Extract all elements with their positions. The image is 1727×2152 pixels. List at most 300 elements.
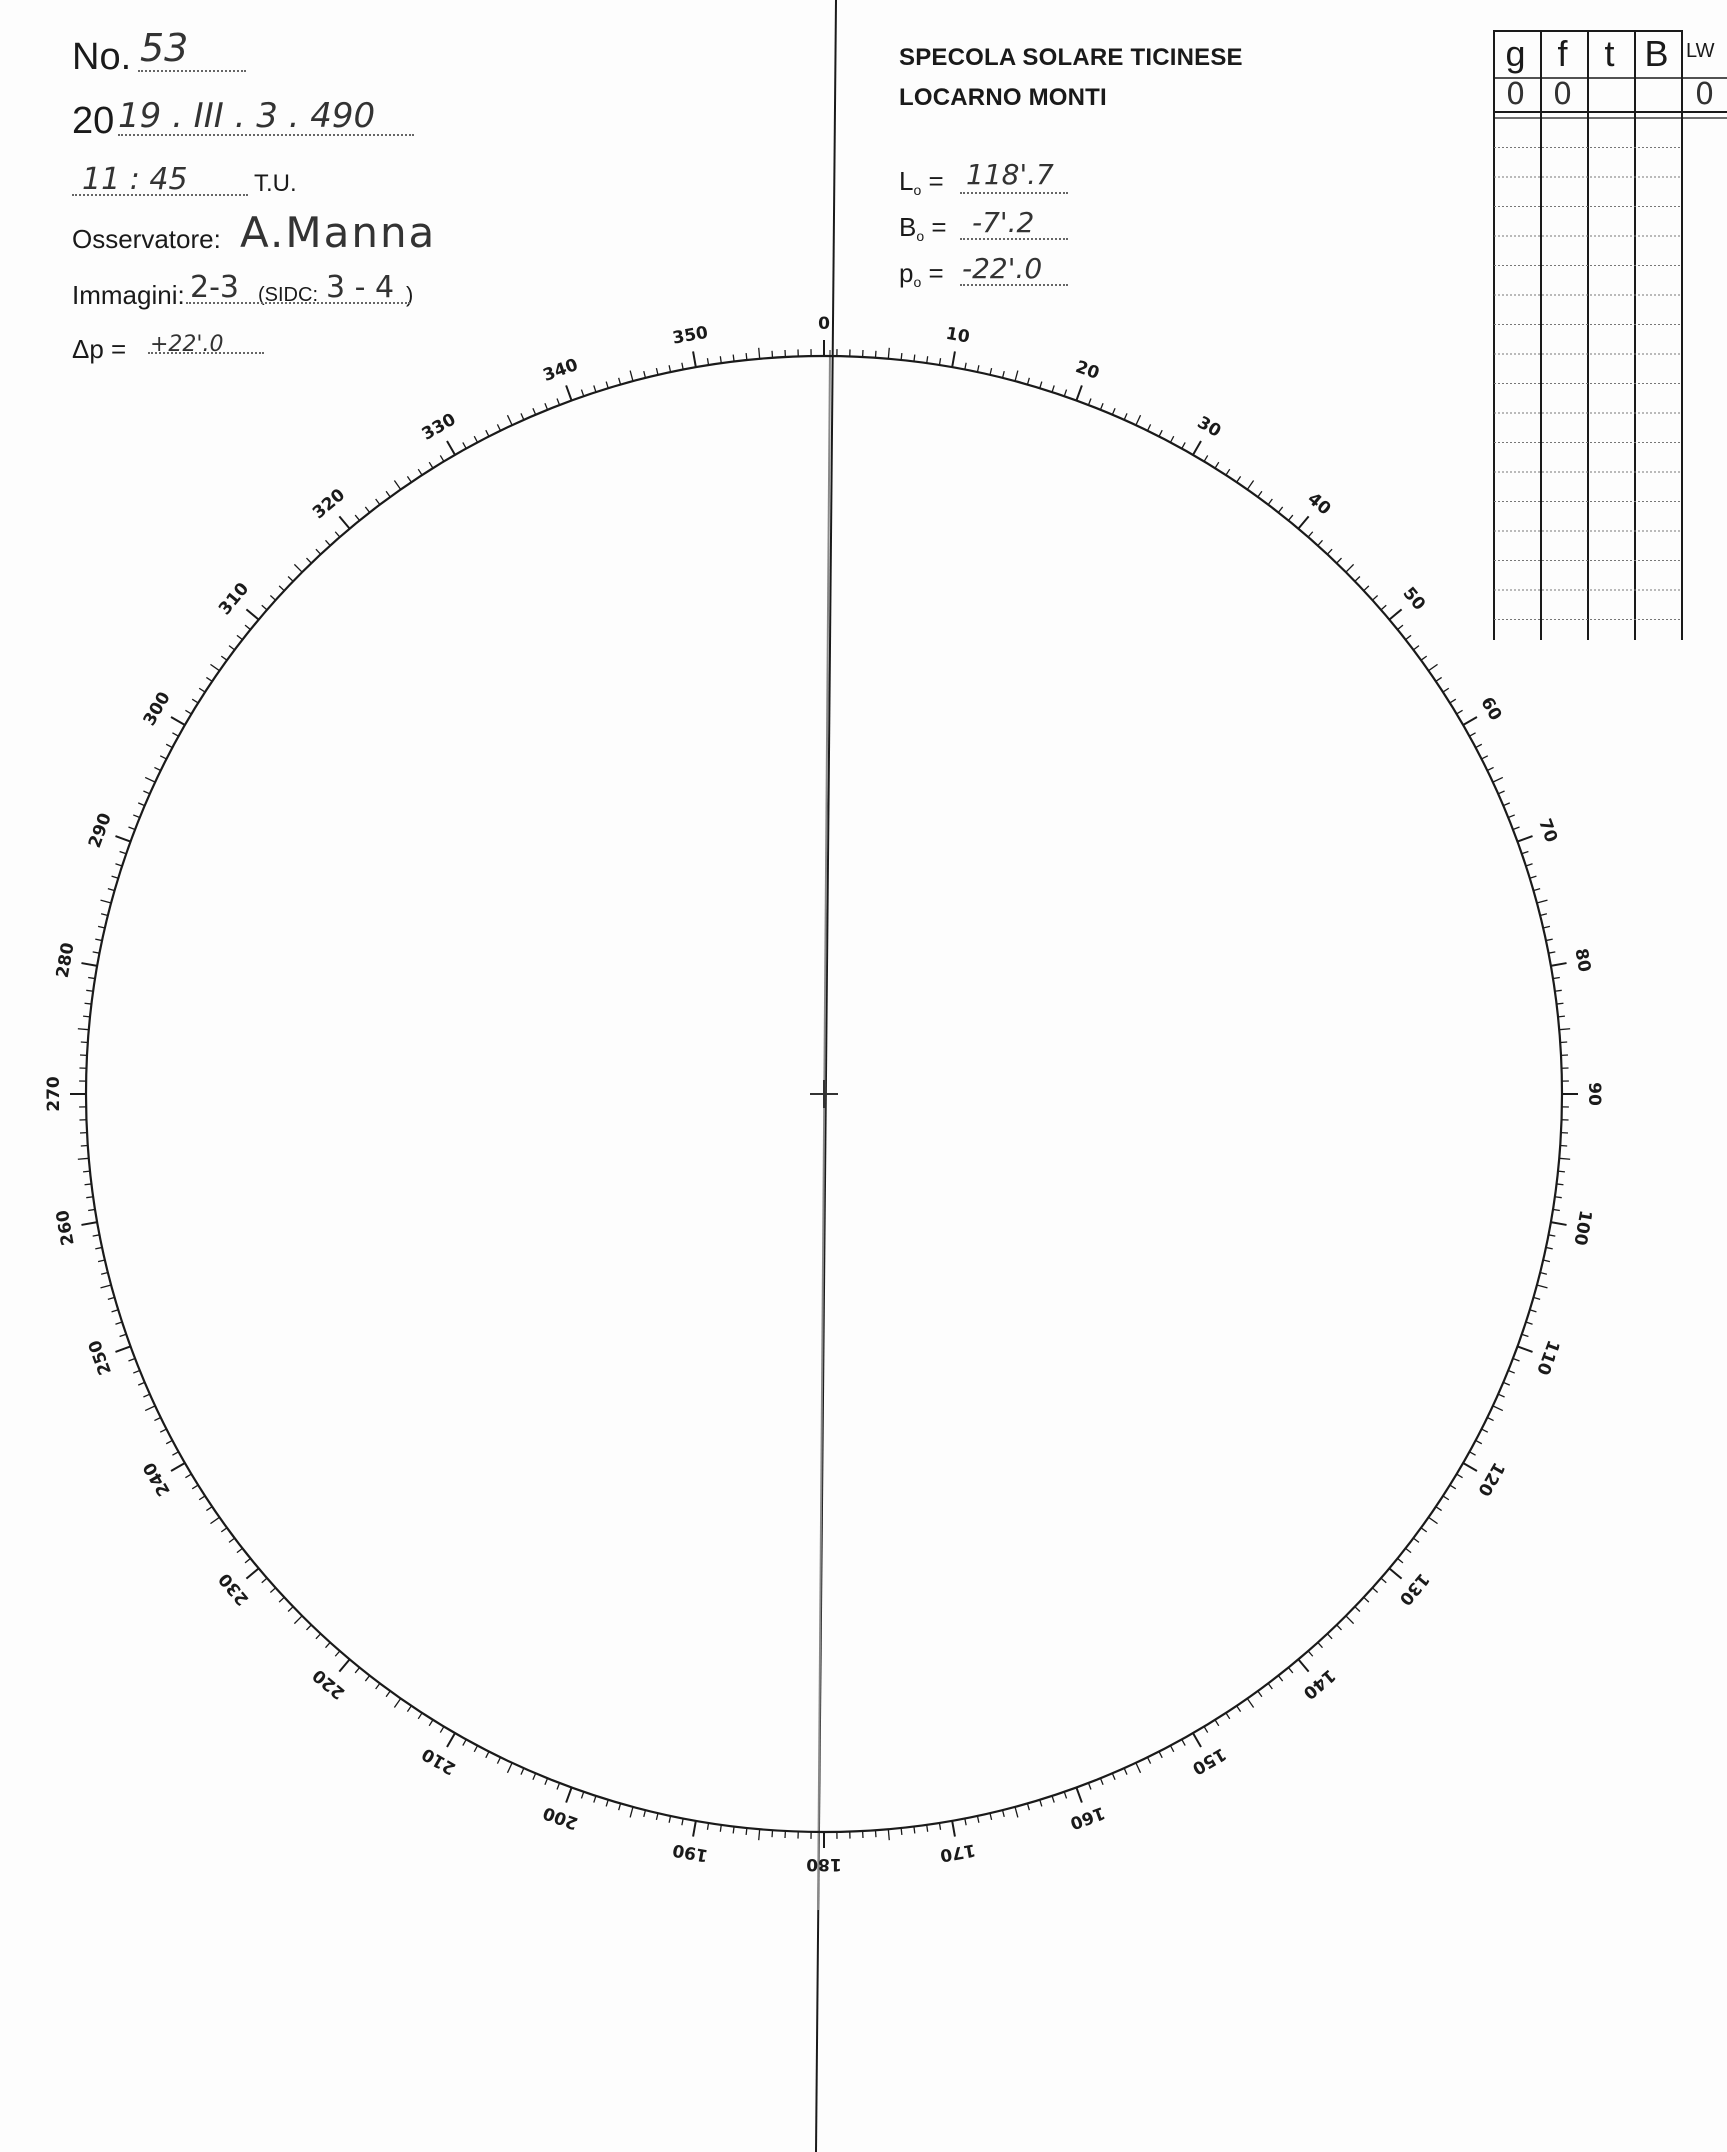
sidc-label: (SIDC: bbox=[258, 284, 318, 306]
degree-tick bbox=[115, 1322, 122, 1324]
degree-tick bbox=[1247, 480, 1253, 489]
degree-tick bbox=[108, 1297, 115, 1299]
degree-label: 200 bbox=[540, 1802, 581, 1834]
degree-tick bbox=[619, 1803, 621, 1810]
degree-tick bbox=[407, 476, 411, 482]
degree-tick bbox=[1482, 1429, 1488, 1432]
degree-tick bbox=[901, 1828, 902, 1835]
degree-tick bbox=[594, 1796, 596, 1803]
degree-tick bbox=[1237, 1706, 1241, 1712]
degree-tick bbox=[326, 540, 331, 545]
degree-tick bbox=[566, 385, 571, 400]
degree-tick bbox=[1508, 815, 1514, 818]
degree-tick bbox=[279, 1597, 284, 1602]
degree-tick bbox=[172, 733, 178, 736]
degree-tick bbox=[120, 1334, 127, 1336]
degree-label: 290 bbox=[84, 810, 116, 851]
sidc-close: ) bbox=[406, 282, 414, 307]
degree-tick bbox=[746, 1828, 747, 1835]
degree-tick bbox=[1088, 398, 1091, 405]
degree-tick bbox=[1298, 516, 1308, 528]
degree-tick bbox=[977, 365, 978, 372]
time-dotted-line bbox=[72, 194, 248, 196]
degree-tick bbox=[557, 1783, 560, 1790]
tally-value-g: 0 bbox=[1505, 76, 1526, 112]
degree-tick bbox=[88, 1209, 95, 1210]
degree-tick bbox=[1100, 403, 1103, 409]
degree-tick bbox=[1436, 677, 1442, 681]
degree-tick bbox=[199, 1496, 205, 1500]
degree-tick bbox=[171, 1463, 185, 1471]
degree-tick bbox=[759, 1829, 760, 1840]
delta-p-value: +22'.0 bbox=[150, 332, 224, 357]
degree-tick bbox=[95, 939, 102, 940]
degree-tick bbox=[1159, 430, 1162, 436]
degree-tick bbox=[1372, 1588, 1377, 1593]
degree-tick bbox=[606, 1800, 608, 1807]
degree-tick bbox=[1540, 914, 1547, 916]
degree-tick bbox=[1406, 1548, 1412, 1552]
degree-tick bbox=[98, 926, 105, 928]
degree-tick bbox=[339, 1659, 349, 1671]
degree-tick bbox=[720, 1825, 721, 1832]
degree-tick bbox=[1215, 462, 1219, 468]
degree-tick bbox=[210, 1517, 219, 1523]
degree-label: 230 bbox=[215, 1568, 254, 1609]
degree-tick bbox=[1337, 558, 1342, 563]
degree-tick bbox=[115, 1346, 130, 1351]
degree-tick bbox=[138, 1382, 144, 1385]
degree-tick bbox=[1170, 436, 1173, 442]
degree-tick bbox=[1436, 1507, 1442, 1511]
degree-tick bbox=[192, 699, 198, 703]
degree-label: 30 bbox=[1193, 412, 1225, 442]
degree-tick bbox=[1136, 1763, 1141, 1773]
degree-tick bbox=[566, 1787, 571, 1802]
images-value: 2-3 bbox=[190, 270, 239, 305]
degree-tick bbox=[1346, 1616, 1354, 1624]
degree-tick bbox=[720, 356, 721, 363]
degree-tick bbox=[154, 767, 160, 770]
observer-value: A.Manna bbox=[240, 208, 437, 257]
degree-tick bbox=[326, 1642, 331, 1647]
degree-tick bbox=[1555, 990, 1562, 991]
degree-tick bbox=[1288, 515, 1292, 520]
degree-tick bbox=[221, 656, 227, 660]
degree-tick bbox=[1429, 1517, 1438, 1523]
degree-tick bbox=[1170, 1746, 1173, 1752]
degree-tick bbox=[86, 990, 93, 991]
degree-tick bbox=[128, 827, 135, 830]
degree-tick bbox=[707, 358, 708, 365]
degree-label: 20 bbox=[1072, 356, 1102, 384]
degree-tick bbox=[474, 436, 477, 442]
p0-label: $p_o$ = bbox=[899, 258, 944, 290]
degree-tick bbox=[128, 1358, 135, 1361]
degree-tick bbox=[545, 1778, 548, 1784]
degree-tick bbox=[1551, 963, 1567, 966]
degree-tick bbox=[1308, 532, 1313, 537]
degree-label: 180 bbox=[806, 1854, 842, 1874]
degree-tick bbox=[78, 1029, 89, 1030]
degree-tick bbox=[1040, 382, 1042, 389]
degree-label: 330 bbox=[418, 409, 460, 445]
degree-tick bbox=[507, 1763, 512, 1773]
degree-tick bbox=[1003, 371, 1005, 378]
date-value: 19 . III . 3 . 490 bbox=[118, 96, 376, 136]
degree-tick bbox=[557, 398, 560, 405]
degree-tick bbox=[1526, 1322, 1533, 1324]
degree-tick bbox=[594, 385, 596, 392]
degree-tick bbox=[85, 1184, 92, 1185]
degree-tick bbox=[693, 1821, 696, 1837]
degree-tick bbox=[386, 491, 390, 497]
degree-tick bbox=[245, 1558, 250, 1562]
degree-tick bbox=[245, 625, 250, 629]
degree-tick bbox=[1148, 1757, 1151, 1763]
degree-tick bbox=[88, 977, 95, 978]
degree-tick bbox=[394, 1699, 400, 1708]
degree-tick bbox=[533, 408, 536, 414]
degree-tick bbox=[1258, 1691, 1262, 1697]
degree-tick bbox=[93, 1235, 100, 1236]
L0-label: $L_o$ = bbox=[899, 166, 944, 198]
degree-tick bbox=[145, 777, 155, 782]
degree-tick bbox=[1530, 1310, 1537, 1312]
degree-tick bbox=[1268, 499, 1272, 505]
number-dotted-line bbox=[138, 70, 246, 72]
degree-tick bbox=[160, 1429, 166, 1432]
degree-tick bbox=[206, 677, 212, 681]
degree-tick bbox=[1559, 1029, 1570, 1030]
degree-tick bbox=[1346, 564, 1354, 572]
tally-value-t bbox=[1586, 78, 1633, 110]
degree-label: 280 bbox=[52, 941, 79, 980]
degree-tick bbox=[1443, 688, 1449, 692]
degree-tick bbox=[507, 415, 512, 425]
degree-tick bbox=[746, 353, 747, 360]
degree-tick bbox=[120, 851, 127, 853]
degree-tick bbox=[1124, 413, 1127, 419]
degree-tick bbox=[246, 609, 258, 619]
degree-tick bbox=[108, 889, 115, 891]
degree-tick bbox=[115, 836, 130, 841]
degree-tick bbox=[1381, 605, 1386, 610]
degree-tick bbox=[1327, 549, 1332, 554]
degree-tick bbox=[1493, 777, 1503, 782]
degree-tick bbox=[262, 1578, 267, 1583]
degree-label: 40 bbox=[1303, 488, 1335, 520]
B0-value: -7'.2 bbox=[972, 206, 1035, 239]
degree-tick bbox=[335, 1651, 340, 1656]
degree-tick bbox=[262, 605, 267, 610]
degree-tick bbox=[95, 1247, 102, 1248]
degree-tick bbox=[669, 1816, 670, 1823]
degree-tick bbox=[1555, 1197, 1562, 1198]
degree-tick bbox=[185, 710, 191, 714]
degree-tick bbox=[221, 1528, 227, 1532]
degree-tick bbox=[1124, 1768, 1127, 1774]
degree-tick bbox=[1522, 851, 1529, 853]
degree-tick bbox=[1288, 1668, 1292, 1673]
degree-tick bbox=[486, 430, 489, 436]
B0-label: $B_o$ = bbox=[899, 212, 947, 244]
degree-tick bbox=[185, 1474, 191, 1478]
degree-tick bbox=[581, 1792, 583, 1799]
degree-tick bbox=[1398, 625, 1403, 629]
degree-tick bbox=[1193, 441, 1201, 455]
degree-tick bbox=[1450, 699, 1456, 703]
degree-tick bbox=[1268, 1683, 1272, 1689]
degree-tick bbox=[733, 355, 734, 362]
degree-tick bbox=[1112, 1773, 1115, 1779]
degree-tick bbox=[619, 378, 621, 385]
degree-tick bbox=[1226, 1713, 1230, 1719]
degree-tick bbox=[990, 1813, 992, 1820]
degree-tick bbox=[1421, 656, 1427, 660]
degree-tick bbox=[376, 499, 380, 505]
B0-dotted-line bbox=[960, 238, 1068, 240]
degree-tick bbox=[101, 914, 108, 916]
degree-tick bbox=[669, 365, 670, 372]
degree-tick bbox=[288, 1607, 293, 1612]
degree-tick bbox=[682, 1818, 683, 1825]
degree-label: 110 bbox=[1532, 1337, 1564, 1378]
degree-tick bbox=[965, 1818, 966, 1825]
degree-label: 220 bbox=[309, 1664, 350, 1703]
degree-label: 70 bbox=[1534, 816, 1562, 846]
degree-tick bbox=[1498, 791, 1504, 794]
degree-tick bbox=[1052, 385, 1054, 392]
degree-tick bbox=[939, 358, 940, 365]
degree-label: 260 bbox=[52, 1208, 79, 1247]
degree-tick bbox=[1076, 1787, 1081, 1802]
degree-tick bbox=[1148, 424, 1151, 430]
degree-tick bbox=[914, 1827, 915, 1834]
degree-tick bbox=[386, 1691, 390, 1697]
degree-tick bbox=[1429, 664, 1438, 670]
degree-tick bbox=[1406, 635, 1412, 639]
delta-p-dotted-line bbox=[148, 352, 264, 354]
degree-tick bbox=[1457, 1474, 1463, 1478]
degree-tick bbox=[1003, 1810, 1005, 1817]
degree-tick bbox=[306, 1625, 311, 1630]
degree-label: 130 bbox=[1394, 1568, 1433, 1609]
degree-tick bbox=[1112, 408, 1115, 414]
degree-tick bbox=[759, 348, 760, 359]
degree-tick bbox=[1398, 1558, 1403, 1562]
degree-tick bbox=[630, 371, 633, 382]
degree-tick bbox=[316, 1634, 321, 1639]
degree-tick bbox=[160, 756, 166, 759]
degree-tick bbox=[1513, 1358, 1520, 1361]
degree-tick bbox=[1546, 939, 1553, 940]
degree-tick bbox=[1413, 1538, 1419, 1542]
degree-tick bbox=[166, 1440, 172, 1443]
degree-label: 190 bbox=[671, 1839, 710, 1866]
sidc-value: 3 - 4 bbox=[326, 270, 395, 305]
degree-tick bbox=[101, 1285, 112, 1288]
degree-tick bbox=[1182, 1739, 1185, 1745]
degree-tick bbox=[521, 413, 524, 419]
degree-tick bbox=[1559, 1158, 1570, 1159]
degree-tick bbox=[927, 356, 928, 363]
p0-dotted-line bbox=[960, 284, 1068, 286]
degree-tick bbox=[1482, 756, 1488, 759]
degree-label: 100 bbox=[1569, 1208, 1596, 1247]
degree-tick bbox=[1517, 1346, 1532, 1351]
degree-tick bbox=[927, 1825, 928, 1832]
degree-tick bbox=[1193, 1733, 1201, 1747]
degree-label: 10 bbox=[944, 323, 972, 348]
tally-value-f: 0 bbox=[1552, 76, 1573, 112]
degree-tick bbox=[1526, 864, 1533, 866]
degree-tick bbox=[143, 791, 149, 794]
degree-tick bbox=[486, 1752, 489, 1758]
tally-header-t: t bbox=[1604, 33, 1615, 74]
tally-table-grid bbox=[1492, 30, 1727, 644]
degree-tick bbox=[246, 1568, 258, 1578]
degree-tick bbox=[1364, 1597, 1369, 1602]
degree-tick bbox=[1540, 1273, 1547, 1275]
degree-tick bbox=[81, 963, 97, 966]
degree-tick bbox=[166, 744, 172, 747]
degree-tick bbox=[693, 351, 696, 367]
degree-tick bbox=[199, 688, 205, 692]
degree-tick bbox=[1076, 385, 1081, 400]
degree-tick bbox=[1553, 1209, 1560, 1210]
degree-tick bbox=[1064, 1792, 1066, 1799]
degree-tick bbox=[1533, 889, 1540, 891]
degree-tick bbox=[463, 442, 466, 448]
degree-tick bbox=[533, 1773, 536, 1779]
degree-tick bbox=[1551, 1222, 1567, 1225]
degree-tick bbox=[888, 348, 889, 359]
degree-tick bbox=[1355, 576, 1360, 581]
degree-tick bbox=[279, 586, 284, 591]
degree-tick bbox=[1318, 1642, 1323, 1647]
p0-value: -22'.0 bbox=[962, 252, 1043, 285]
degree-tick bbox=[237, 635, 243, 639]
degree-tick bbox=[1503, 803, 1509, 806]
tally-header-LW: LW bbox=[1686, 40, 1715, 62]
degree-tick bbox=[1530, 876, 1537, 878]
degree-tick bbox=[335, 532, 340, 537]
degree-tick bbox=[112, 876, 119, 878]
degree-tick bbox=[1463, 717, 1477, 725]
institution-name: SPECOLA SOLARE TICINESE bbox=[899, 44, 1243, 71]
degree-tick bbox=[497, 424, 500, 430]
degree-tick bbox=[115, 864, 122, 866]
tally-header-f: f bbox=[1557, 33, 1568, 74]
degree-tick bbox=[85, 1003, 92, 1004]
degree-label: 160 bbox=[1067, 1802, 1108, 1834]
degree-tick bbox=[1308, 1651, 1313, 1656]
degree-label: 150 bbox=[1188, 1743, 1230, 1779]
date-dotted-line bbox=[118, 134, 414, 136]
degree-tick bbox=[365, 507, 369, 513]
degree-label: 250 bbox=[84, 1337, 116, 1378]
degree-tick bbox=[644, 1810, 646, 1817]
degree-tick bbox=[78, 1158, 89, 1159]
degree-tick bbox=[1533, 1297, 1540, 1299]
number-label: No. bbox=[72, 36, 132, 78]
degree-tick bbox=[474, 1746, 477, 1752]
degree-tick bbox=[101, 1273, 108, 1275]
degree-label: 0 bbox=[818, 314, 830, 334]
degree-tick bbox=[1537, 900, 1548, 903]
degree-tick bbox=[1487, 1418, 1493, 1421]
degree-tick bbox=[1389, 1568, 1401, 1578]
degree-tick bbox=[101, 900, 112, 903]
degree-label: 300 bbox=[139, 688, 175, 730]
degree-tick bbox=[707, 1823, 708, 1830]
degree-tick bbox=[1381, 1578, 1386, 1583]
degree-tick bbox=[172, 1452, 178, 1455]
degree-tick bbox=[98, 1260, 105, 1262]
degree-tick bbox=[1027, 378, 1029, 385]
degree-tick bbox=[294, 1616, 302, 1624]
degree-tick bbox=[145, 1406, 155, 1411]
degree-tick bbox=[733, 1827, 734, 1834]
degree-tick bbox=[1052, 1796, 1054, 1803]
pencil-meridian-line bbox=[818, 350, 830, 1910]
degree-tick bbox=[1476, 744, 1482, 747]
degree-tick bbox=[656, 368, 658, 375]
degree-tick bbox=[1463, 1463, 1477, 1471]
degree-tick bbox=[1548, 952, 1555, 953]
degree-tick bbox=[1088, 1783, 1091, 1790]
degree-tick bbox=[606, 382, 608, 389]
degree-tick bbox=[1364, 586, 1369, 591]
degree-tick bbox=[1027, 1803, 1029, 1810]
degree-tick bbox=[83, 1171, 90, 1172]
degree-tick bbox=[1204, 455, 1208, 461]
degree-tick bbox=[1443, 1496, 1449, 1500]
degree-tick bbox=[86, 1197, 93, 1198]
degree-tick bbox=[545, 403, 548, 409]
degree-tick bbox=[521, 1768, 524, 1774]
degree-tick bbox=[1278, 507, 1282, 513]
degree-tick bbox=[581, 390, 583, 397]
degree-tick bbox=[1508, 1370, 1514, 1373]
degree-tick bbox=[1553, 977, 1560, 978]
degree-tick bbox=[1355, 1607, 1360, 1612]
degree-label: 50 bbox=[1398, 583, 1430, 615]
degree-tick bbox=[1522, 1334, 1529, 1336]
degree-tick bbox=[1318, 540, 1323, 545]
degree-label: 270 bbox=[44, 1076, 64, 1112]
degree-tick bbox=[497, 1757, 500, 1763]
degree-tick bbox=[1182, 442, 1185, 448]
degree-tick bbox=[1327, 1634, 1332, 1639]
degree-label: 240 bbox=[139, 1458, 175, 1500]
degree-tick bbox=[1413, 646, 1419, 650]
degree-tick bbox=[463, 1739, 466, 1745]
degree-tick bbox=[1517, 836, 1532, 841]
degree-tick bbox=[93, 952, 100, 953]
degree-tick bbox=[1546, 1247, 1553, 1248]
degree-label: 170 bbox=[938, 1839, 977, 1866]
degree-tick bbox=[270, 596, 275, 601]
degree-tick bbox=[1450, 1485, 1456, 1489]
degree-tick bbox=[171, 717, 185, 725]
degree-tick bbox=[1237, 476, 1241, 482]
degree-tick bbox=[1513, 827, 1520, 830]
degree-tick bbox=[1100, 1778, 1103, 1784]
number-value: 53 bbox=[140, 26, 189, 70]
degree-tick bbox=[1226, 469, 1230, 475]
